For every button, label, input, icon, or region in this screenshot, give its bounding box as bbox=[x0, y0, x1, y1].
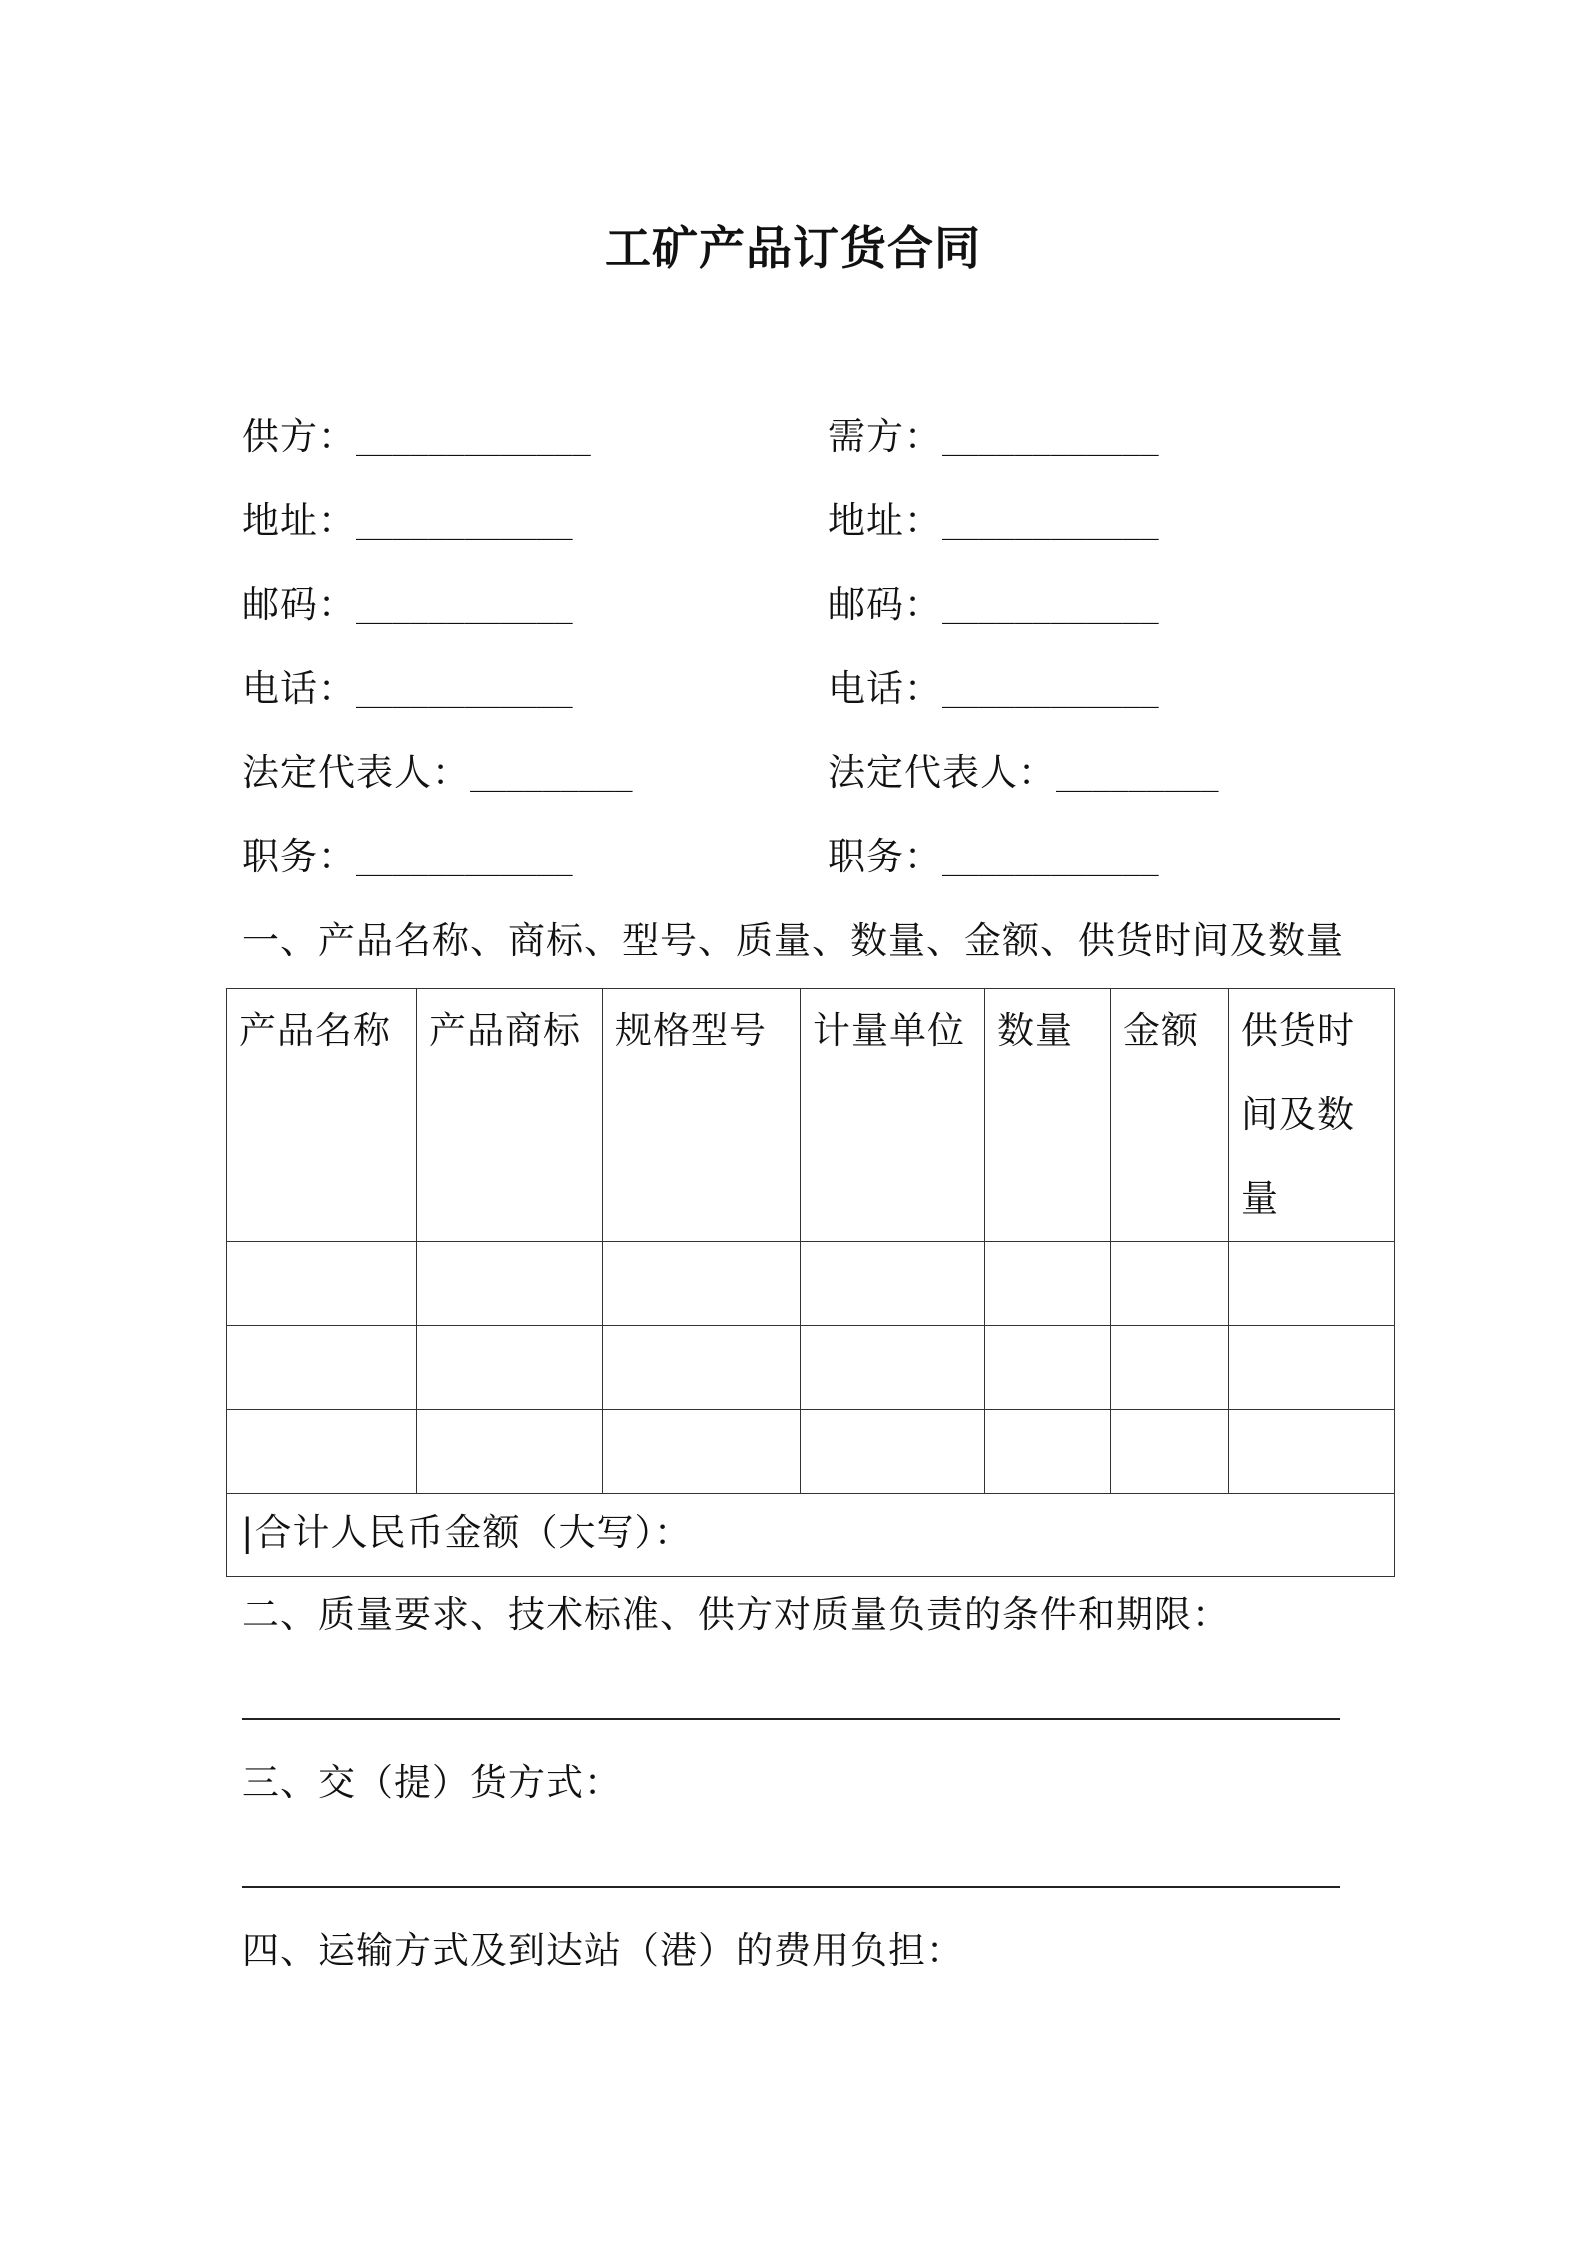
fill-in-line[interactable] bbox=[242, 1718, 1340, 1720]
supplier-name-field[interactable] bbox=[242, 412, 591, 465]
table-cell[interactable] bbox=[985, 1326, 1111, 1410]
header-product-brand: 产品商标 bbox=[417, 989, 603, 1242]
field-blank[interactable]: ____________ bbox=[942, 506, 1159, 541]
supplier-postcode-field[interactable] bbox=[242, 580, 573, 633]
field-label: 职务： bbox=[242, 835, 356, 878]
table-row bbox=[227, 1326, 1395, 1410]
table-cell[interactable] bbox=[1111, 1242, 1229, 1326]
table-header-row bbox=[227, 989, 1395, 1242]
product-table bbox=[226, 988, 1395, 1577]
section-1-heading: 一、产品名称、商标、型号、质量、数量、金额、供货时间及数量 bbox=[242, 919, 1344, 962]
field-blank[interactable]: _________ bbox=[470, 758, 633, 793]
section-3-heading: 三、交（提）货方式： bbox=[242, 1761, 622, 1804]
buyer-name-field[interactable] bbox=[828, 412, 1159, 465]
buyer-postcode-field[interactable] bbox=[828, 580, 1159, 633]
field-label: 职务： bbox=[828, 835, 942, 878]
table-cell[interactable] bbox=[1111, 1410, 1229, 1494]
table-cell[interactable] bbox=[417, 1326, 603, 1410]
supplier-legal-rep-field[interactable] bbox=[242, 748, 633, 801]
table-cell[interactable] bbox=[801, 1410, 985, 1494]
table-row bbox=[227, 1242, 1395, 1326]
field-blank[interactable]: _________ bbox=[1056, 758, 1219, 793]
buyer-position-field[interactable] bbox=[828, 832, 1159, 885]
table-cell[interactable] bbox=[801, 1242, 985, 1326]
supplier-position-field[interactable] bbox=[242, 832, 573, 885]
table-cell[interactable] bbox=[1229, 1242, 1395, 1326]
header-unit: 计量单位 bbox=[801, 989, 985, 1242]
field-label: 需方： bbox=[828, 415, 942, 458]
field-label: 地址： bbox=[242, 499, 356, 542]
field-label: 法定代表人： bbox=[242, 751, 470, 794]
fill-in-line[interactable] bbox=[242, 1886, 1340, 1888]
table-cell[interactable] bbox=[603, 1242, 801, 1326]
field-label: 电话： bbox=[828, 667, 942, 710]
field-blank[interactable]: ____________ bbox=[942, 590, 1159, 625]
field-label: 电话： bbox=[242, 667, 356, 710]
header-amount: 金额 bbox=[1111, 989, 1229, 1242]
header-quantity: 数量 bbox=[985, 989, 1111, 1242]
field-blank[interactable]: ____________ bbox=[942, 674, 1159, 709]
table-cell[interactable] bbox=[417, 1410, 603, 1494]
field-blank[interactable]: ____________ bbox=[942, 422, 1159, 457]
total-amount-cell[interactable]: |合计人民币金额（大写）： bbox=[227, 1494, 1395, 1577]
table-cell[interactable] bbox=[603, 1326, 801, 1410]
header-delivery-time: 供货时间及数量 bbox=[1229, 989, 1395, 1242]
buyer-address-field[interactable] bbox=[828, 496, 1159, 549]
table-cell[interactable] bbox=[985, 1242, 1111, 1326]
header-spec-model: 规格型号 bbox=[603, 989, 801, 1242]
buyer-phone-field[interactable] bbox=[828, 664, 1159, 717]
table-cell[interactable] bbox=[227, 1410, 417, 1494]
table-cell[interactable] bbox=[227, 1326, 417, 1410]
contract-title: 工矿产品订货合同 bbox=[605, 221, 981, 275]
supplier-address-field[interactable] bbox=[242, 496, 573, 549]
section-4-heading: 四、运输方式及到达站（港）的费用负担： bbox=[242, 1929, 964, 1972]
field-label: 供方： bbox=[242, 415, 356, 458]
supplier-phone-field[interactable] bbox=[242, 664, 573, 717]
buyer-legal-rep-field[interactable] bbox=[828, 748, 1219, 801]
table-cell[interactable] bbox=[801, 1326, 985, 1410]
field-label: 地址： bbox=[828, 499, 942, 542]
field-blank[interactable]: ____________ bbox=[356, 842, 573, 877]
table-cell[interactable] bbox=[1229, 1410, 1395, 1494]
field-blank[interactable]: ____________ bbox=[942, 842, 1159, 877]
table-cell[interactable] bbox=[985, 1410, 1111, 1494]
field-label: 法定代表人： bbox=[828, 751, 1056, 794]
table-total-row bbox=[227, 1494, 1395, 1577]
section-2-heading: 二、质量要求、技术标准、供方对质量负责的条件和期限： bbox=[242, 1593, 1230, 1636]
field-label: 邮码： bbox=[828, 583, 942, 626]
field-blank[interactable]: ____________ bbox=[356, 590, 573, 625]
table-row bbox=[227, 1410, 1395, 1494]
table-cell[interactable] bbox=[417, 1242, 603, 1326]
header-product-name: 产品名称 bbox=[227, 989, 417, 1242]
table-cell[interactable] bbox=[1229, 1326, 1395, 1410]
field-blank[interactable]: ____________ bbox=[356, 506, 573, 541]
table-cell[interactable] bbox=[1111, 1326, 1229, 1410]
field-blank[interactable]: _____________ bbox=[356, 422, 591, 457]
table-cell[interactable] bbox=[227, 1242, 417, 1326]
field-label: 邮码： bbox=[242, 583, 356, 626]
field-blank[interactable]: ____________ bbox=[356, 674, 573, 709]
table-cell[interactable] bbox=[603, 1410, 801, 1494]
